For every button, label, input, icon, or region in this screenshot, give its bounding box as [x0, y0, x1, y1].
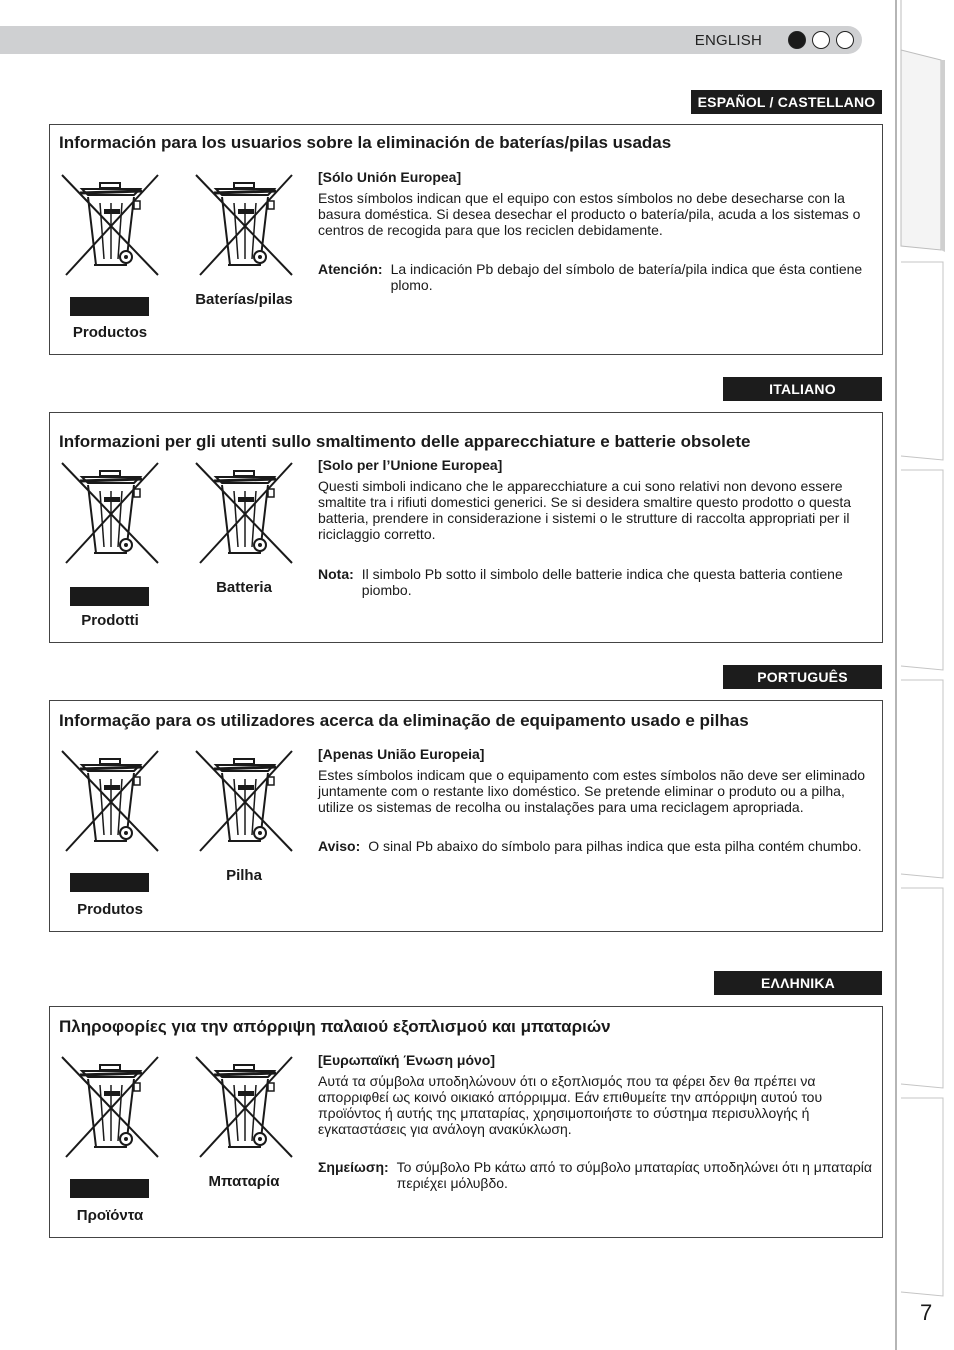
language-label-el: ΕΛΛΗΝΙΚΑ [714, 971, 882, 995]
language-indicator: ENGLISH [694, 32, 762, 49]
caption-battery: Baterías/pilas [195, 291, 293, 308]
crossed-out-bin-icon [60, 173, 160, 277]
note-text: Το σύμβολο Pb κάτω από το σύμβολο μπαταρίας υποδηλώνει ότι η μπαταρία περιέχει μόλυβδο. [396, 1159, 872, 1191]
section-title: Informação para os utilizadores acerca da eliminação de equipamento usado e pilhas [59, 711, 749, 730]
dot-empty-icon [836, 31, 854, 49]
section-text [318, 457, 874, 542]
note-text: Il simbolo Pb sotto il simbolo delle batterie indica che questa batteria contiene piombo. [361, 566, 843, 598]
section-title: Informazioni per gli utenti sullo smaltimento delle apparecchiature e batterie obsolete [59, 432, 751, 451]
region-label: [Sólo Unión Europea] [318, 169, 462, 185]
language-label-pt: PORTUGUÊS [723, 665, 882, 689]
caption-battery: Batteria [216, 579, 272, 596]
note-text: O sinal Pb abaixo do símbolo para pilhas indica que esta pilha contém chumbo. [368, 838, 862, 854]
section-pt [49, 700, 883, 932]
crossed-out-bin-icon [60, 749, 160, 853]
section-note [318, 566, 874, 598]
crossed-out-bin-icon [194, 461, 294, 565]
black-bar [70, 587, 149, 606]
section-body: Estes símbolos indicam que o equipamento com estes símbolos não deve ser eliminado juntamente com o restante lixo doméstico. Se pretende eliminar o produto ou a pilha, utilize os sistemas de recolha ou instalações para uma reciclagem apropriada. [318, 767, 866, 815]
section-title: Πληροφορίες για την απόρριψη παλαιού εξοπλισμού και μπαταριών [59, 1017, 611, 1036]
dot-filled-icon [788, 31, 806, 49]
language-dots [788, 31, 854, 49]
caption-products: Προϊόντα [76, 1207, 144, 1224]
section-body: Questi simboli indicano che le apparecchiature a cui sono relativi non devono essere smaltite tra i rifiuti domestici generici. Se si desidera smaltire questo prodotto o questa batteria, prendere in considerazione i sistemi o le strutture di raccolta appropriati per il riciclaggio corretto. [318, 478, 852, 542]
section-el [49, 1006, 883, 1238]
note-label: Nota: [318, 566, 354, 582]
region-label: [Solo per l’Unione Europea] [318, 457, 503, 473]
crossed-out-bin-icon [194, 749, 294, 853]
section-note [318, 261, 874, 293]
crossed-out-bin-icon [194, 1055, 294, 1159]
region-label: [Ευρωπαϊκή Ένωση μόνο] [318, 1052, 496, 1068]
section-it [49, 412, 883, 643]
crossed-out-bin-icon [60, 1055, 160, 1159]
section-title: Información para los usuarios sobre la eliminación de baterías/pilas usadas [59, 133, 672, 152]
region-label: [Apenas União Europeia] [318, 746, 485, 762]
section-body: Estos símbolos indican que el equipo con estos símbolos no debe desecharse con la basura doméstica. Si desea desechar el producto o batería/pila, acuda a los sistemas o centros de recogida para que los reciclen debidamente. [318, 190, 861, 238]
section-note [318, 1159, 874, 1191]
page-number: 7 [920, 1300, 933, 1325]
language-label-it: ITALIANO [723, 377, 882, 401]
black-bar [70, 873, 149, 892]
caption-battery: Pilha [226, 867, 262, 884]
section-text [318, 169, 874, 238]
dot-empty-icon [812, 31, 830, 49]
section-body: Αυτά τα σύμβολα υποδηλώνουν ότι ο εξοπλισμός που τα φέρει δεν θα πρέπει να απορριφθεί ως κοινό οικιακό απόρριμμα. Εάν επιθυμείτε την απόρριψη αυτού του προϊόντος ή αυτής της μπαταρίας, χρησιμοποιήστε το σύστημα περισυλλογής ή εγκαταστάσεις για ανάλογη ανακύκλωση. [318, 1073, 823, 1137]
section-text [318, 746, 874, 815]
note-text: La indicación Pb debajo del símbolo de batería/pila indica que ésta contiene plomo. [390, 261, 863, 293]
caption-products: Prodotti [81, 612, 139, 629]
caption-battery: Μπαταρία [208, 1173, 280, 1190]
note-label: Aviso: [318, 838, 361, 854]
section-text [318, 1052, 874, 1137]
crossed-out-bin-icon [194, 173, 294, 277]
language-label-es: ESPAÑOL / CASTELLANO [691, 90, 882, 114]
black-bar [70, 297, 149, 316]
section-es [49, 124, 883, 355]
caption-products: Productos [72, 324, 148, 341]
section-note [318, 838, 874, 854]
note-label: Atención: [318, 261, 383, 277]
note-label: Σημείωση: [318, 1159, 389, 1175]
caption-products: Produtos [77, 901, 143, 918]
crossed-out-bin-icon [60, 461, 160, 565]
header-bar [0, 26, 862, 54]
side-tabs [895, 0, 954, 1350]
black-bar [70, 1179, 149, 1198]
